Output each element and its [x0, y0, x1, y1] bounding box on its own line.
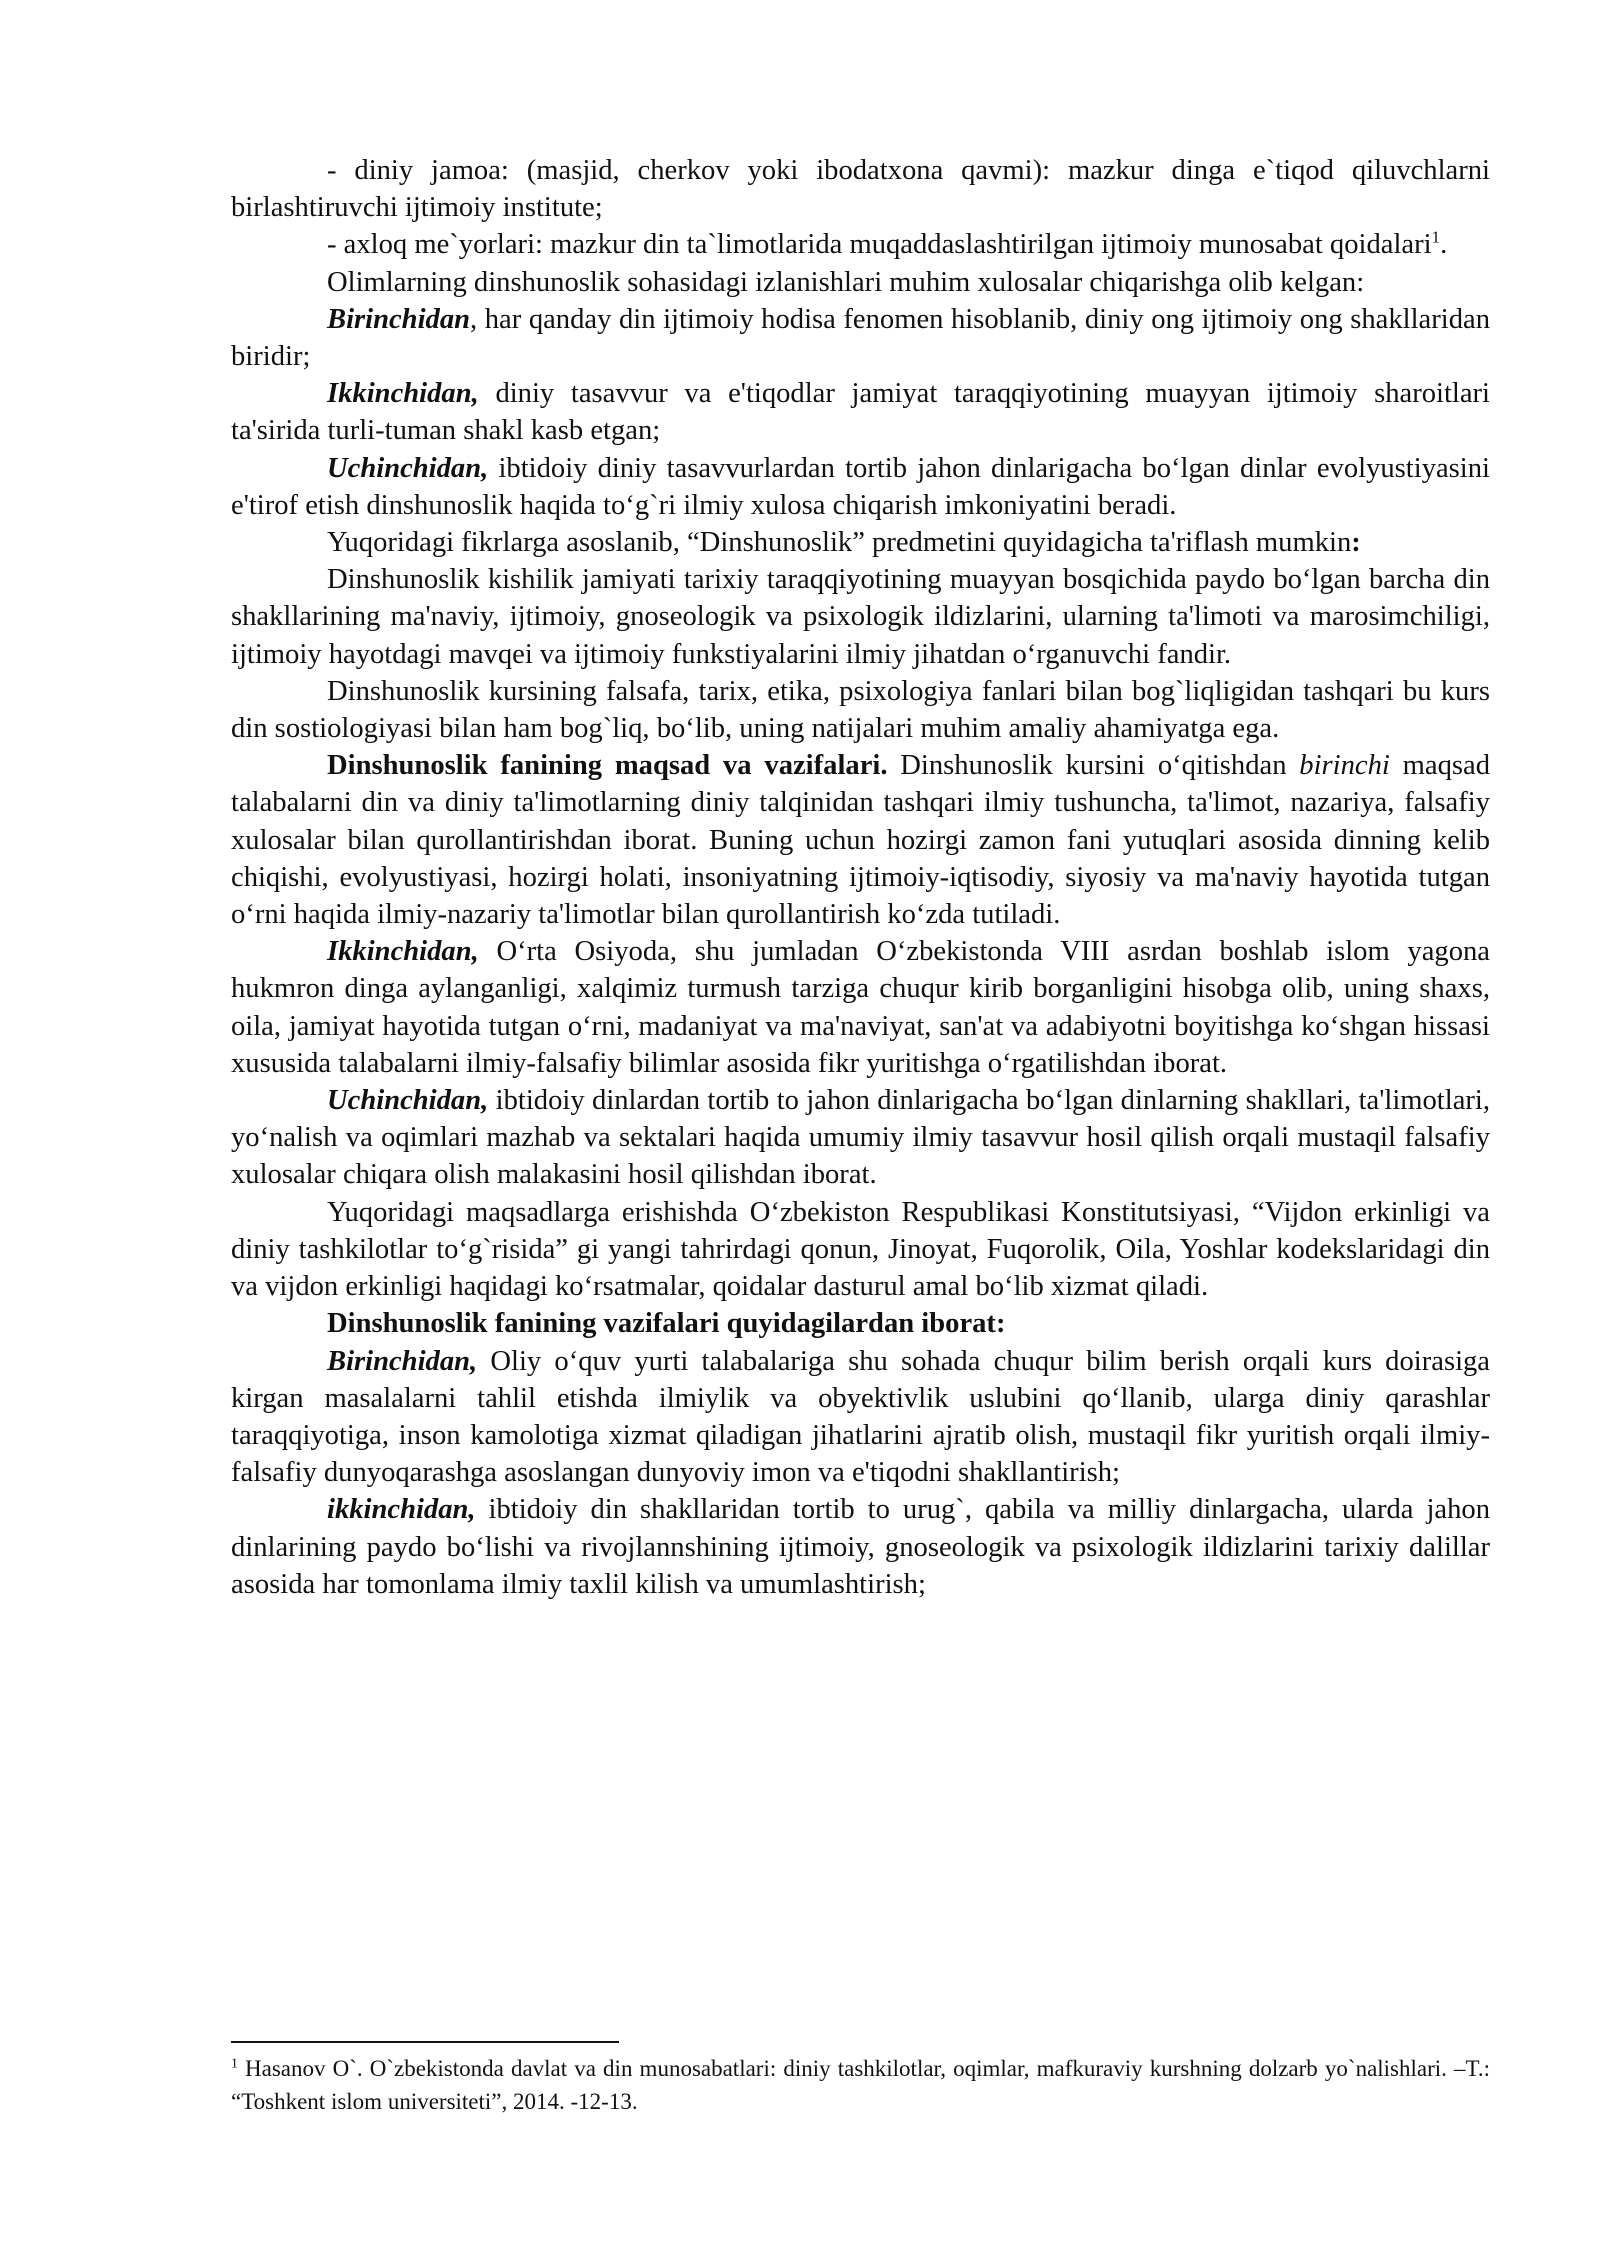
paragraph-legal-basis	[231, 1194, 1490, 1306]
paragraph-text: Dinshunoslik kursini o‘qitishdan	[887, 750, 1300, 782]
paragraph-second-conclusion	[231, 375, 1490, 449]
paragraph-lead: Uchinchidan,	[327, 452, 489, 484]
paragraph-second-goal	[231, 933, 1490, 1082]
italic-word: birinchi	[1299, 750, 1390, 782]
section-heading: Dinshunoslik fanining vazifalari quyidagilardan iborat:	[327, 1308, 1006, 1340]
paragraph-definition-intro	[231, 524, 1490, 561]
paragraph-text: Yuqoridagi fikrlarga asoslanib, “Dinshunoslik” predmetini quyidagicha ta'riflash mumkin	[327, 527, 1352, 559]
paragraph-moral-norms	[231, 226, 1490, 263]
paragraph-first-task	[231, 1343, 1490, 1492]
footnote-marker: 1	[231, 2055, 238, 2071]
paragraph-text: Oliy o‘quv yurti talabalariga shu sohada chuqur bilim berish orqali kurs doirasiga kirgan masalalarni tahlil etishda ilmiylik va obyektivlik uslubini qo‘llanib, ularga diniy qarashlar taraqqiyotiga, inson kamolotiga xizmat qiladigan jihatlarini ajratib olish, mustaqil fikr yuritish orqali ilmiy-falsafiy dunyoqarashga asoslangan dunyoviy imon va e'tiqodni shakllantirish;	[231, 1345, 1490, 1489]
paragraph-tasks-heading	[231, 1305, 1490, 1342]
paragraph-lead: Ikkinchidan,	[327, 936, 479, 968]
section-heading: Dinshunoslik fanining maqsad va vazifalari.	[327, 750, 888, 782]
paragraph-goals	[231, 747, 1490, 933]
paragraph-third-goal	[231, 1082, 1490, 1194]
footnote-reference[interactable]: 1	[1431, 227, 1441, 247]
paragraph-religious-community	[231, 152, 1490, 226]
paragraph-text: Dinshunoslik kursining falsafa, tarix, etika, psixologiya fanlari bilan bog`liqligidan tashqari bu kurs din sostiologiyasi bilan ham bog`liq, bo‘lib, uning natijalari muhim amaliy ahamiyatga ega.	[231, 675, 1490, 745]
paragraph-scholars-conclusions	[231, 264, 1490, 301]
paragraph-course-relations	[231, 673, 1490, 747]
paragraph-lead: Uchinchidan,	[327, 1085, 489, 1117]
paragraph-text: maqsad talabalarni din va diniy ta'limotlarning diniy talqinidan tashqari ilmiy tushuncha, ta'limot, nazariya, falsafiy xulosalar bilan qurollantirishdan iborat. Buning uchun hozirgi zamon fani yutuqlari asosida dinning kelib chiqishi, evolyustiyasi, hozirgi holati, insoniyatning ijtimoiy-iqtisodiy, siyosiy va ma'naviy hayotida tutgan o‘rni haqida ilmiy-nazariy ta'limotlar bilan qurollantirish ko‘zda tutiladi.	[231, 750, 1490, 931]
footnote-divider	[231, 2041, 619, 2043]
paragraph-text: Olimlarning dinshunoslik sohasidagi izlanishlari muhim xulosalar chiqarishga olib kelgan:	[327, 266, 1365, 298]
paragraph-first-conclusion	[231, 301, 1490, 375]
paragraph-text: - diniy jamoa: (masjid, cherkov yoki ibodatxona qavmi): mazkur dinga e`tiqod qiluvchlarni birlashtiruvchi ijtimoiy institute;	[231, 155, 1490, 224]
paragraph-definition	[231, 561, 1490, 673]
paragraph-text: Yuqoridagi maqsadlarga erishishda O‘zbekiston Respublikasi Konstitutsiyasi, “Vijdon erkinligi va diniy tashkilotlar to‘g`risida” gi yangi tahrirdagi qonun, Jinoyat, Fuqorolik, Oila, Yoshlar kodekslaridagi din va vijdon erkinligi haqidagi ko‘rsatmalar, qoidalar dasturul amal bo‘lib xizmat qiladi.	[231, 1196, 1490, 1303]
paragraph-lead: Ikkinchidan,	[327, 378, 479, 410]
body-text	[231, 152, 1490, 1603]
footnote	[231, 2052, 1490, 2118]
paragraph-text: - axloq me`yorlari: mazkur din ta`limotlarida muqaddaslashtirilgan ijtimoiy munosabat qoidalari	[327, 229, 1432, 261]
footnote-text: Hasanov O`. O`zbekistonda davlat va din munosabatlari: diniy tashkilotlar, oqimlar, mafkuraviy kurshning dolzarb yo`nalishlari. –T.: “Toshkent islom universiteti”, 2014. -12-13.	[231, 2056, 1490, 2114]
paragraph-second-task	[231, 1491, 1490, 1603]
paragraph-text: ibtidoiy din shakllaridan tortib to urug`, qabila va milliy dinlargacha, ularda jahon dinlarining paydo bo‘lishi va rivojlannshining ijtimoiy, gnoseologik va psixologik ildizlarini tarixiy dalillar asosida har tomonlama ilmiy taxlil kilish va umumlashtirish;	[231, 1494, 1490, 1600]
paragraph-colon: :	[1351, 527, 1361, 559]
paragraph-text: diniy tasavvur va e'tiqodlar jamiyat taraqqiyotining muayyan ijtimoiy sharoitlari ta'sirida turli-tuman shakl kasb etgan;	[231, 378, 1490, 447]
paragraph-lead: Birinchidan	[327, 303, 471, 335]
paragraph-text: .	[1440, 229, 1448, 261]
paragraph-third-conclusion	[231, 450, 1490, 524]
paragraph-text: Dinshunoslik kishilik jamiyati tarixiy taraqqiyotining muayyan bosqichida paydo bo‘lgan barcha din shakllarining ma'naviy, ijtimoiy, gnoseologik va psixologik ildizlarini, ularning ta'limoti va marosimchiligi, ijtimoiy hayotdagi mavqei va ijtimoiy funkstiyalarini ilmiy jihatdan o‘rganuvchi fandir.	[231, 564, 1490, 670]
paragraph-text: O‘rta Osiyoda, shu jumladan O‘zbekistonda VIII asrdan boshlab islom yagona hukmron dinga aylanganligi, xalqimiz turmush tarziga chuqur kirib borganligini hisobga olib, uning shaxs, oila, jamiyat hayotida tutgan o‘rni, madaniyat va ma'naviyat, san'at va adabiyotni boyitishga ko‘shgan hissasi xususida talabalarni ilmiy-falsafiy bilimlar asosida fikr yuritishga o‘rgatilishdan iborat.	[231, 936, 1490, 1079]
paragraph-text: , har qanday din ijtimoiy hodisa fenomen hisoblanib, diniy ong ijtimoiy ong shakllaridan biridir;	[231, 303, 1490, 373]
paragraph-lead: Birinchidan,	[327, 1345, 478, 1377]
paragraph-lead: ikkinchidan,	[327, 1494, 476, 1526]
paragraph-text: ibtidoiy diniy tasavvurlardan tortib jahon dinlarigacha bo‘lgan dinlar evolyustiyasini e'tirof etish dinshunoslik haqida to‘g`ri ilmiy xulosa chiqarish imkoniyatini beradi.	[231, 452, 1490, 521]
paragraph-text: ibtidoiy dinlardan tortib to jahon dinlarigacha bo‘lgan dinlarning shakllari, ta'limotlari, yo‘nalish va oqimlari mazhab va sektalari haqida umumiy ilmiy tasavvur hosil qilish orqali mustaqil falsafiy xulosalar chiqara olish malakasini hosil qilishdan iborat.	[231, 1085, 1490, 1191]
